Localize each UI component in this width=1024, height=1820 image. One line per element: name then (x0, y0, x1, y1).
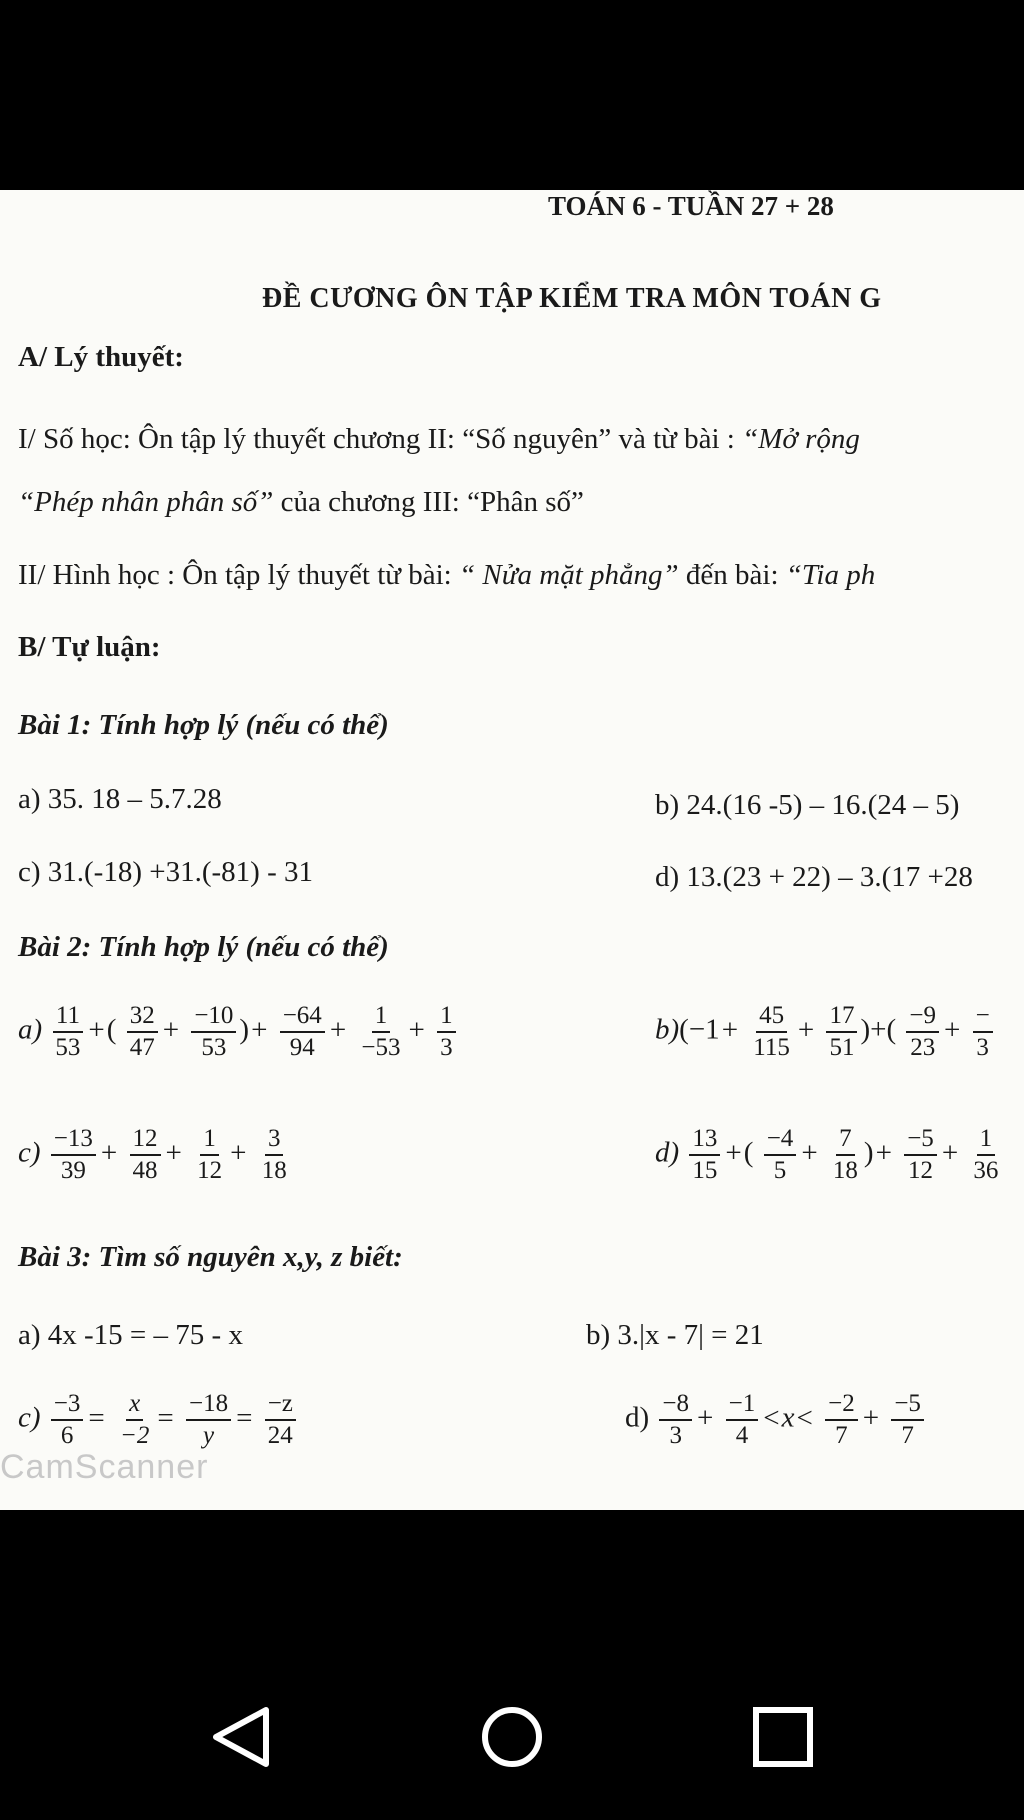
fraction (130, 1125, 161, 1185)
fraction (265, 1390, 296, 1450)
exercise-1b: b) 24.(16 -5) – 16.(24 – 5) (655, 789, 960, 821)
fraction (437, 1002, 456, 1062)
denominator: 23 (910, 1034, 936, 1061)
numerator: −13 (51, 1125, 96, 1156)
exercise-2-title: Bài 2: Tính hợp lý (nếu có thể) (18, 931, 389, 963)
numerator: −5 (891, 1390, 924, 1421)
expression-text: )+( (860, 1013, 897, 1046)
denominator: −53 (361, 1034, 401, 1061)
numerator: 1 (437, 1002, 456, 1033)
numerator: 3 (265, 1125, 284, 1156)
numerator: −1 (726, 1390, 759, 1421)
exercise-2b (655, 1002, 996, 1062)
theory-text-italic: “Phép nhân phân số” (18, 486, 274, 518)
numerator: 11 (53, 1002, 83, 1033)
denominator: 3 (440, 1034, 453, 1061)
paren: ( (106, 1013, 117, 1046)
denominator: 47 (129, 1034, 155, 1061)
fraction (659, 1390, 692, 1450)
denominator: 5 (773, 1157, 787, 1184)
operator: + (162, 1013, 180, 1046)
theory-text: I/ Số học: Ôn tập lý thuyết chương II: “Số nguyên” và từ bài : (18, 423, 743, 455)
operator: + (329, 1013, 347, 1046)
numerator: −z (265, 1390, 296, 1421)
navigation-bar (0, 1510, 1024, 1820)
numerator: −10 (191, 1002, 236, 1033)
fraction (52, 1002, 83, 1062)
denominator: 12 (197, 1157, 223, 1184)
page-header: TOÁN 6 - TUẦN 27 + 28 (548, 191, 834, 221)
numerator: −18 (186, 1390, 231, 1421)
operator: = (88, 1401, 105, 1434)
exercise-3-title: Bài 3: Tìm số nguyên x,y, z biết: (18, 1241, 403, 1273)
operator: + (88, 1013, 105, 1046)
theory-line-2 (18, 485, 584, 520)
denominator: 53 (55, 1034, 81, 1061)
numerator: 17 (826, 1002, 857, 1033)
fraction (51, 1390, 84, 1450)
exercise-2d (655, 1125, 1004, 1185)
operator: + (408, 1013, 425, 1046)
fraction (726, 1390, 759, 1450)
numerator: −3 (51, 1390, 84, 1421)
item-label: c) (18, 1136, 41, 1169)
operator: + (797, 1013, 815, 1046)
denominator: 7 (901, 1422, 914, 1449)
fraction (689, 1125, 720, 1185)
exercise-3c (18, 1390, 299, 1450)
fraction (825, 1390, 858, 1450)
operator: = (236, 1401, 253, 1434)
variable: x (781, 1401, 795, 1434)
recents-button[interactable] (744, 1702, 824, 1772)
operator: + (875, 1136, 892, 1169)
numerator: 45 (756, 1002, 787, 1033)
exercise-2c (18, 1125, 293, 1185)
item-label: b) (655, 1013, 680, 1046)
camscanner-watermark: CamScanner (0, 1448, 209, 1486)
fraction (891, 1390, 924, 1450)
numerator: −5 (904, 1125, 937, 1156)
theory-line-3 (18, 558, 875, 593)
document-title: ĐỀ CƯƠNG ÔN TẬP KIỂM TRA MÔN TOÁN G (262, 283, 882, 314)
fraction (358, 1002, 403, 1062)
theory-text: của chương III: “Phân số” (273, 486, 584, 518)
fraction (826, 1002, 857, 1062)
denominator: 51 (829, 1034, 855, 1061)
item-label: a) (18, 1013, 43, 1046)
section-a-heading: A/ Lý thuyết: (18, 341, 184, 373)
home-icon (472, 1702, 552, 1772)
operator: + (100, 1136, 118, 1169)
theory-text-italic: “Tia ph (785, 559, 876, 591)
denominator: 18 (261, 1157, 287, 1184)
fraction (904, 1125, 937, 1185)
item-label: c) (18, 1401, 41, 1434)
recents-icon (744, 1702, 824, 1772)
denominator: 48 (132, 1157, 158, 1184)
denominator: 15 (692, 1157, 718, 1184)
theory-line-1 (18, 422, 860, 457)
fraction (127, 1002, 158, 1062)
theory-text-italic: “Mở rộng (742, 423, 860, 455)
document-page (0, 190, 1024, 1510)
paren: ) (863, 1136, 874, 1169)
numerator: − (973, 1002, 993, 1033)
theory-text-italic: “ Nửa mặt phẳng” (458, 559, 679, 591)
operator: + (944, 1013, 961, 1046)
denominator: 4 (735, 1422, 749, 1449)
denominator: y (202, 1422, 215, 1449)
operator: = (157, 1401, 174, 1434)
exercise-3b: b) 3.|x - 7| = 21 (586, 1319, 764, 1351)
numerator: x (126, 1390, 143, 1421)
fraction (191, 1002, 236, 1062)
paren: ( (743, 1136, 754, 1169)
operator: + (941, 1136, 959, 1169)
fraction (750, 1002, 793, 1062)
item-label: d) (625, 1401, 650, 1434)
back-button[interactable] (200, 1702, 280, 1772)
fraction (186, 1390, 231, 1450)
operator: + (251, 1013, 268, 1046)
numerator: 1 (200, 1125, 219, 1156)
fraction (117, 1390, 152, 1450)
operator: + (801, 1136, 818, 1169)
home-button[interactable] (472, 1702, 552, 1772)
denominator: 94 (289, 1034, 315, 1061)
exercise-1a: a) 35. 18 – 5.7.28 (18, 783, 222, 815)
expression-text: (−1 (679, 1013, 720, 1046)
numerator: −4 (764, 1125, 797, 1156)
denominator: 12 (908, 1157, 933, 1184)
operator: + (725, 1136, 742, 1169)
fraction (259, 1125, 290, 1185)
numerator: −2 (825, 1390, 858, 1421)
denominator: 6 (60, 1422, 74, 1449)
theory-text: đến bài: (678, 559, 786, 591)
numerator: −64 (280, 1002, 325, 1033)
fraction (194, 1125, 225, 1185)
fraction (764, 1125, 797, 1185)
fraction (906, 1002, 939, 1062)
theory-text: II/ Hình học : Ôn tập lý thuyết từ bài: (18, 559, 459, 591)
denominator: 36 (973, 1157, 999, 1184)
numerator: 32 (127, 1002, 158, 1033)
exercise-3d (625, 1390, 927, 1450)
operator: < (763, 1401, 780, 1434)
operator: + (697, 1401, 714, 1434)
denominator: 115 (753, 1034, 790, 1061)
fraction (970, 1125, 1001, 1185)
exercise-1d: d) 13.(23 + 22) – 3.(17 +28 (655, 861, 973, 893)
denominator: 39 (60, 1157, 86, 1184)
fraction (830, 1125, 861, 1185)
operator: + (721, 1013, 739, 1046)
numerator: 1 (372, 1002, 391, 1033)
operator: + (862, 1401, 880, 1434)
exercise-1c: c) 31.(-18) +31.(-81) - 31 (18, 856, 313, 888)
operator: + (165, 1136, 182, 1169)
denominator: 3 (976, 1034, 989, 1061)
denominator: 7 (835, 1422, 848, 1449)
denominator: −2 (120, 1422, 150, 1449)
exercise-1-title: Bài 1: Tính hợp lý (nếu có thể) (18, 709, 389, 741)
operator: < (796, 1401, 813, 1434)
numerator: 1 (977, 1125, 996, 1156)
section-b-heading: B/ Tự luận: (18, 631, 161, 663)
numerator: −8 (659, 1390, 692, 1421)
numerator: 7 (836, 1125, 855, 1156)
item-label: d) (655, 1136, 680, 1169)
fraction (973, 1002, 993, 1062)
denominator: 53 (201, 1034, 227, 1061)
numerator: 13 (689, 1125, 720, 1156)
exercise-3a: a) 4x -15 = – 75 - x (18, 1319, 243, 1351)
exercise-2a (18, 1002, 459, 1062)
numerator: −9 (906, 1002, 939, 1033)
denominator: 18 (832, 1157, 858, 1184)
numerator: 12 (130, 1125, 161, 1156)
denominator: 3 (669, 1422, 682, 1449)
paren: ) (239, 1013, 250, 1046)
operator: + (230, 1136, 247, 1169)
fraction (51, 1125, 96, 1185)
denominator: 24 (267, 1422, 293, 1449)
back-icon (200, 1702, 280, 1772)
fraction (280, 1002, 325, 1062)
